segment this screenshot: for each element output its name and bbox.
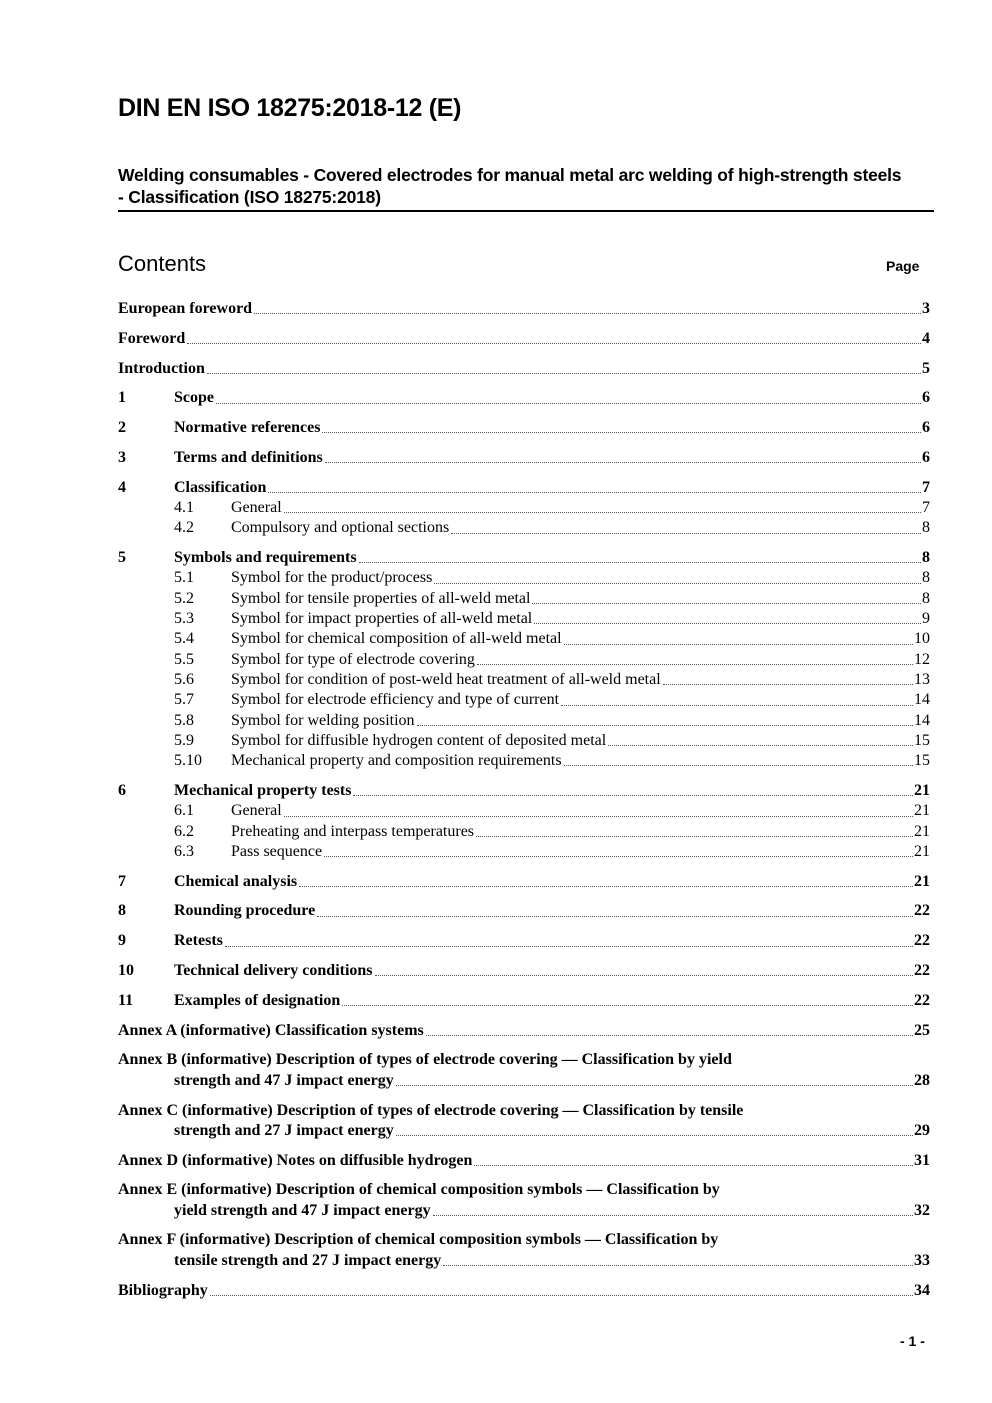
toc-entry-title-block: [118, 1021, 914, 1041]
toc-entry-title: Annex A (informative) Classification systems: [118, 1021, 424, 1039]
dot-leader: [375, 975, 913, 976]
toc-entry-number: 5.10: [174, 752, 202, 770]
toc-entry-number: 5.1: [174, 569, 194, 587]
toc-entry-title-line2: yield strength and 47 J impact energy: [174, 1201, 431, 1219]
toc-entry-title-block: [231, 650, 914, 670]
toc-entry-title: Foreword: [118, 329, 186, 347]
toc-entry[interactable]: [118, 650, 930, 670]
toc-entry[interactable]: [118, 872, 930, 892]
toc-entry-title-block: [231, 518, 922, 538]
toc-entry[interactable]: [118, 609, 930, 629]
dot-leader: [324, 856, 913, 857]
toc-entry-title-block: [231, 498, 922, 518]
toc-entry[interactable]: [118, 589, 930, 609]
toc-entry-title-line2: strength and 27 J impact energy: [174, 1121, 394, 1139]
toc-entry[interactable]: [118, 1180, 930, 1221]
toc-entry-page: 21: [914, 802, 930, 820]
toc-entry-page: 29: [914, 1121, 930, 1139]
toc-entry[interactable]: [118, 1021, 930, 1041]
toc-entry-page: 5: [922, 359, 930, 377]
toc-entry-title-block: [174, 931, 914, 951]
toc-entry-title: Pass sequence: [231, 842, 323, 860]
toc-entry-number: 4: [118, 478, 126, 496]
toc-entry-page: 12: [914, 650, 930, 668]
toc-entry[interactable]: [118, 478, 930, 498]
toc-entry-title: Mechanical property tests: [174, 781, 352, 799]
toc-entry-number: 5.8: [174, 711, 194, 729]
toc-entry-title: Preheating and interpass temperatures: [231, 822, 475, 840]
toc-entry-title: General: [231, 802, 282, 820]
toc-entry[interactable]: [118, 711, 930, 731]
toc-entry-title-block: [231, 842, 914, 862]
toc-entry[interactable]: [118, 751, 930, 771]
toc-entry-title: Rounding procedure: [174, 902, 316, 920]
toc-entry[interactable]: [118, 1230, 930, 1271]
toc-entry-title-block: [231, 731, 914, 751]
toc-entry-title: Symbol for impact properties of all-weld metal: [231, 610, 533, 628]
toc-entry-title-continuation: [118, 1071, 930, 1091]
dot-leader: [443, 1265, 913, 1266]
toc-entry-title: Terms and definitions: [174, 448, 323, 466]
toc-entry-number: 10: [118, 962, 134, 980]
toc-entry[interactable]: [118, 1101, 930, 1142]
toc-entry[interactable]: [118, 1151, 930, 1171]
toc-entry-title: Symbol for type of electrode covering: [231, 650, 475, 668]
toc-entry-title-block: [231, 690, 914, 710]
dot-leader: [353, 795, 913, 796]
toc-entry-number: 4.2: [174, 519, 194, 537]
toc-entry-number: 5.9: [174, 731, 194, 749]
toc-entry-page: 6: [922, 389, 930, 407]
toc-entry-page: 8: [922, 519, 930, 537]
toc-entry-page: 3: [922, 300, 930, 317]
toc-entry-title-block: [174, 872, 914, 892]
toc-entry-title: Symbol for the product/process: [231, 569, 433, 587]
toc-entry-page: 15: [914, 731, 930, 749]
toc-entry-number: 6.1: [174, 802, 194, 820]
dot-leader: [477, 664, 913, 665]
toc-entry-page: 8: [922, 569, 930, 587]
dot-leader: [225, 946, 913, 947]
dot-leader: [359, 562, 921, 563]
toc-entry-number: 5: [118, 549, 126, 567]
toc-entry[interactable]: [118, 991, 930, 1011]
toc-entry-page: 21: [914, 872, 930, 890]
toc-entry[interactable]: [118, 1281, 930, 1301]
toc-entry-title: Annex D (informative) Notes on diffusible hydrogen: [118, 1151, 473, 1169]
toc-entry-title: Symbol for diffusible hydrogen content of deposited metal: [231, 731, 607, 749]
dot-leader: [532, 603, 921, 604]
toc-entry-title: Symbol for condition of post-weld heat treatment of all-weld metal: [231, 670, 661, 688]
toc-entry-number: 3: [118, 448, 126, 466]
toc-entry-number: 5.4: [174, 630, 194, 648]
toc-entry[interactable]: [118, 498, 930, 518]
dot-leader: [322, 432, 921, 433]
toc-entry-title-line2: strength and 47 J impact energy: [174, 1071, 394, 1089]
dot-leader: [396, 1085, 913, 1086]
toc-entry[interactable]: [118, 901, 930, 921]
toc-entry-title-block: [231, 822, 914, 842]
toc-entry-title-block: [118, 359, 922, 379]
toc-entry[interactable]: [118, 842, 930, 862]
toc-entry-page: 21: [914, 842, 930, 860]
toc-entry-page: 22: [914, 991, 930, 1009]
dot-leader: [207, 373, 921, 374]
toc-entry-title-block: [118, 329, 922, 349]
toc-entry-page: 31: [914, 1151, 930, 1169]
page-column-label: Page: [886, 258, 920, 274]
toc-entry-title-block: [231, 711, 914, 731]
toc-entry-number: 5.3: [174, 610, 194, 628]
toc-entry-title: Symbols and requirements: [174, 549, 357, 567]
document-subtitle: Welding consumables - Covered electrodes for manual metal arc welding of high-strength steels - Classification (ISO 18275:2018): [118, 165, 902, 207]
toc-entry-title-block: [231, 589, 922, 609]
dot-leader: [268, 492, 921, 493]
toc-entry-page: 33: [914, 1251, 930, 1269]
toc-entry-title-block: [118, 1050, 930, 1091]
toc-entry-title-block: [118, 299, 922, 319]
toc-entry-title-block: [174, 388, 922, 408]
dot-leader: [476, 836, 913, 837]
toc-entry-title: Technical delivery conditions: [174, 962, 373, 980]
toc-entry[interactable]: [118, 359, 930, 379]
dot-leader: [663, 684, 913, 685]
toc-entry-page: 22: [914, 932, 930, 950]
toc-entry-title-block: [118, 1180, 930, 1221]
toc-entry-title-block: [118, 1101, 930, 1142]
toc-entry-page: 22: [914, 962, 930, 980]
dot-leader: [325, 462, 921, 463]
toc-entry-title: Symbol for chemical composition of all-weld metal: [231, 630, 562, 648]
dot-leader: [254, 313, 921, 314]
toc-entry-number: 5.6: [174, 670, 194, 688]
toc-entry-title: Annex F (informative) Description of chemical composition symbols — Classification by: [118, 1231, 719, 1249]
dot-leader: [608, 745, 913, 746]
toc-entry-title: Retests: [174, 932, 223, 950]
dot-leader: [433, 1215, 913, 1216]
table-of-contents: [118, 299, 930, 1301]
dot-leader: [417, 725, 913, 726]
toc-entry-page: 22: [914, 902, 930, 920]
dot-leader: [396, 1135, 913, 1136]
toc-entry-title: Classification: [174, 478, 267, 496]
dot-leader: [216, 403, 921, 404]
dot-leader: [284, 512, 921, 513]
toc-entry-number: 5.5: [174, 650, 194, 668]
toc-entry[interactable]: [118, 1050, 930, 1091]
toc-entry-page: 14: [914, 691, 930, 709]
toc-entry-page: 13: [914, 670, 930, 688]
toc-entry-number: 11: [118, 991, 134, 1009]
title-divider: [118, 210, 934, 212]
toc-entry-title: Annex C (informative) Description of types of electrode covering — Classification by tensile: [118, 1101, 744, 1119]
toc-entry-page: 8: [922, 549, 930, 567]
toc-entry-title-block: [174, 781, 914, 801]
toc-entry-title-block: [174, 548, 922, 568]
toc-entry-title-block: [174, 961, 914, 981]
document-id-title: DIN EN ISO 18275:2018-12 (E): [118, 94, 462, 122]
toc-entry[interactable]: [118, 629, 930, 649]
toc-entry-title: Examples of designation: [174, 991, 341, 1009]
toc-entry-title-block: [118, 1230, 930, 1271]
toc-entry-title: Mechanical property and composition requirements: [231, 752, 562, 770]
toc-entry[interactable]: [118, 568, 930, 588]
dot-leader: [451, 533, 921, 534]
dot-leader: [284, 816, 913, 817]
dot-leader: [426, 1035, 913, 1036]
toc-entry-title-block: [118, 1151, 914, 1171]
toc-entry-title: Symbol for tensile properties of all-weld metal: [231, 589, 531, 607]
toc-entry-title-line2: tensile strength and 27 J impact energy: [174, 1251, 442, 1269]
toc-entry-title-block: [174, 448, 922, 468]
toc-entry-page: 32: [914, 1201, 930, 1219]
toc-entry[interactable]: [118, 448, 930, 468]
toc-entry-number: 6.3: [174, 842, 194, 860]
toc-entry-title-block: [231, 670, 914, 690]
toc-entry-title: Scope: [174, 389, 214, 407]
toc-entry[interactable]: [118, 548, 930, 568]
toc-entry[interactable]: [118, 690, 930, 710]
toc-entry[interactable]: [118, 518, 930, 538]
toc-entry-number: 6: [118, 781, 126, 799]
toc-entry[interactable]: [118, 388, 930, 408]
dot-leader: [210, 1295, 913, 1296]
toc-entry-title: Bibliography: [118, 1281, 208, 1299]
dot-leader: [564, 644, 913, 645]
toc-entry-title: European foreword: [118, 300, 253, 317]
toc-entry[interactable]: [118, 801, 930, 821]
toc-entry-number: 7: [118, 872, 126, 890]
dot-leader: [187, 343, 921, 344]
toc-entry-number: 6.2: [174, 822, 194, 840]
toc-entry-page: 6: [922, 448, 930, 466]
toc-entry-page: 9: [922, 610, 930, 628]
toc-entry-page: 4: [922, 329, 930, 347]
toc-entry-page: 28: [914, 1071, 930, 1089]
toc-entry-title: Symbol for welding position: [231, 711, 415, 729]
toc-entry-title-block: [231, 801, 914, 821]
contents-heading: Contents: [118, 251, 207, 276]
toc-entry-title: Annex B (informative) Description of types of electrode covering — Classification by yield: [118, 1051, 732, 1069]
toc-entry-number: 2: [118, 419, 126, 437]
toc-entry-title: Compulsory and optional sections: [231, 519, 450, 537]
toc-entry-title-block: [231, 751, 914, 771]
toc-entry-page: 7: [922, 478, 930, 496]
toc-entry-page: 14: [914, 711, 930, 729]
dot-leader: [474, 1165, 913, 1166]
toc-entry[interactable]: [118, 329, 930, 349]
toc-entry-number: 4.1: [174, 499, 194, 517]
toc-entry-title-continuation: [118, 1121, 930, 1141]
dot-leader: [561, 705, 913, 706]
toc-entry-page: 25: [914, 1021, 930, 1039]
toc-entry-page: 10: [914, 630, 930, 648]
toc-entry-title-block: [174, 901, 914, 921]
toc-entry-number: 5.2: [174, 589, 194, 607]
toc-entry-page: 34: [914, 1281, 930, 1299]
toc-entry[interactable]: [118, 299, 930, 319]
toc-entry-title-continuation: [118, 1201, 930, 1221]
toc-entry-title: Introduction: [118, 359, 205, 377]
dot-leader: [534, 623, 921, 624]
toc-entry-title-block: [231, 629, 914, 649]
toc-entry-title: Symbol for electrode efficiency and type of current: [231, 691, 560, 709]
toc-entry-number: 9: [118, 932, 126, 950]
toc-entry-title-continuation: [118, 1251, 930, 1271]
toc-entry[interactable]: [118, 670, 930, 690]
toc-entry-number: 1: [118, 389, 126, 407]
dot-leader: [564, 765, 913, 766]
toc-entry-page: 21: [914, 781, 930, 799]
toc-entry[interactable]: [118, 731, 930, 751]
toc-entry-number: 5.7: [174, 691, 194, 709]
toc-entry-title-block: [174, 478, 922, 498]
toc-entry-number: 8: [118, 902, 126, 920]
toc-entry-page: 21: [914, 822, 930, 840]
toc-entry-page: 6: [922, 419, 930, 437]
toc-entry-title-block: [231, 609, 922, 629]
dot-leader: [342, 1005, 913, 1006]
toc-entry[interactable]: [118, 961, 930, 981]
toc-entry-page: 7: [922, 499, 930, 517]
toc-entry-page: 15: [914, 752, 930, 770]
toc-entry-title: Normative references: [174, 419, 321, 437]
toc-entry-title-block: [174, 991, 914, 1011]
dot-leader: [299, 886, 913, 887]
toc-entry-title-block: [118, 1281, 914, 1301]
toc-entry-title: General: [231, 499, 282, 517]
toc-entry[interactable]: [118, 931, 930, 951]
toc-entry[interactable]: [118, 418, 930, 438]
toc-entry-title-block: [231, 568, 922, 588]
toc-entry[interactable]: [118, 781, 930, 801]
toc-entry-title-block: [174, 418, 922, 438]
toc-entry-title: Chemical analysis: [174, 872, 298, 890]
dot-leader: [434, 583, 921, 584]
toc-entry-page: 8: [922, 589, 930, 607]
page-number-footer: - 1 -: [900, 1333, 925, 1349]
toc-entry-title: Annex E (informative) Description of chemical composition symbols — Classification by: [118, 1181, 720, 1199]
toc-entry[interactable]: [118, 822, 930, 842]
dot-leader: [317, 916, 913, 917]
